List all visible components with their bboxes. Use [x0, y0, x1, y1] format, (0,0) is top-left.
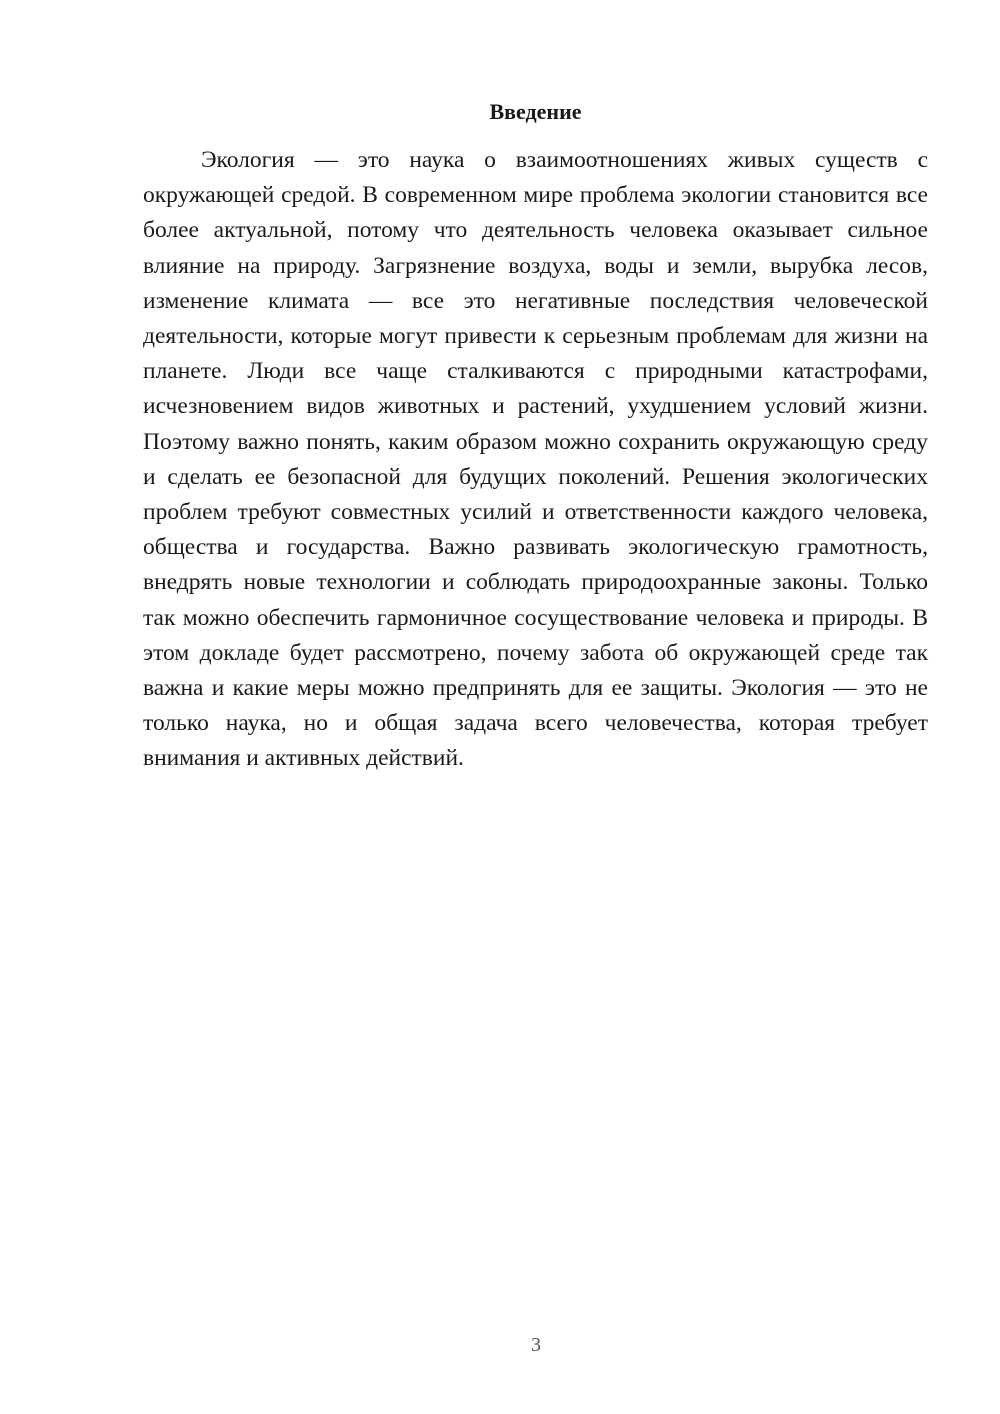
body-paragraph: Экология — это наука о взаимоотношениях живых существ с окружающей средой. В современном мире проблема экологии становится все более актуальной, потому что деятельность человека оказывает сильное влияние на природу. Загрязнение воздуха, воды и земли, вырубка лесов, изменение климата — все это негативные последствия человеческой деятельности, которые могут привести к серьезным проблемам для жизни на планете. Люди все чаще сталкиваются с природными катастрофами, исчезновением видов животных и растений, ухудшением условий жизни. Поэтому важно понять, каким образом можно сохранить окружающую среду и сделать ее безопасной для будущих поколений. Решения экологических проблем требуют совместных усилий и ответственности каждого человека, общества и государства. Важно развивать экологическую грамотность, внедрять новые технологии и соблюдать природоохранные законы. Только так можно обеспечить гармоничное сосуществование человека и природы. В этом докладе будет рассмотрено, почему забота об окружающей среде так важна и какие меры можно предпринять для ее защиты. Экология — это не только наука, но и общая задача всего человечества, которая требует внимания и активных действий. — [143, 147, 928, 772]
section-heading: Введение — [489, 99, 582, 124]
page-number: 3 — [531, 1334, 541, 1356]
